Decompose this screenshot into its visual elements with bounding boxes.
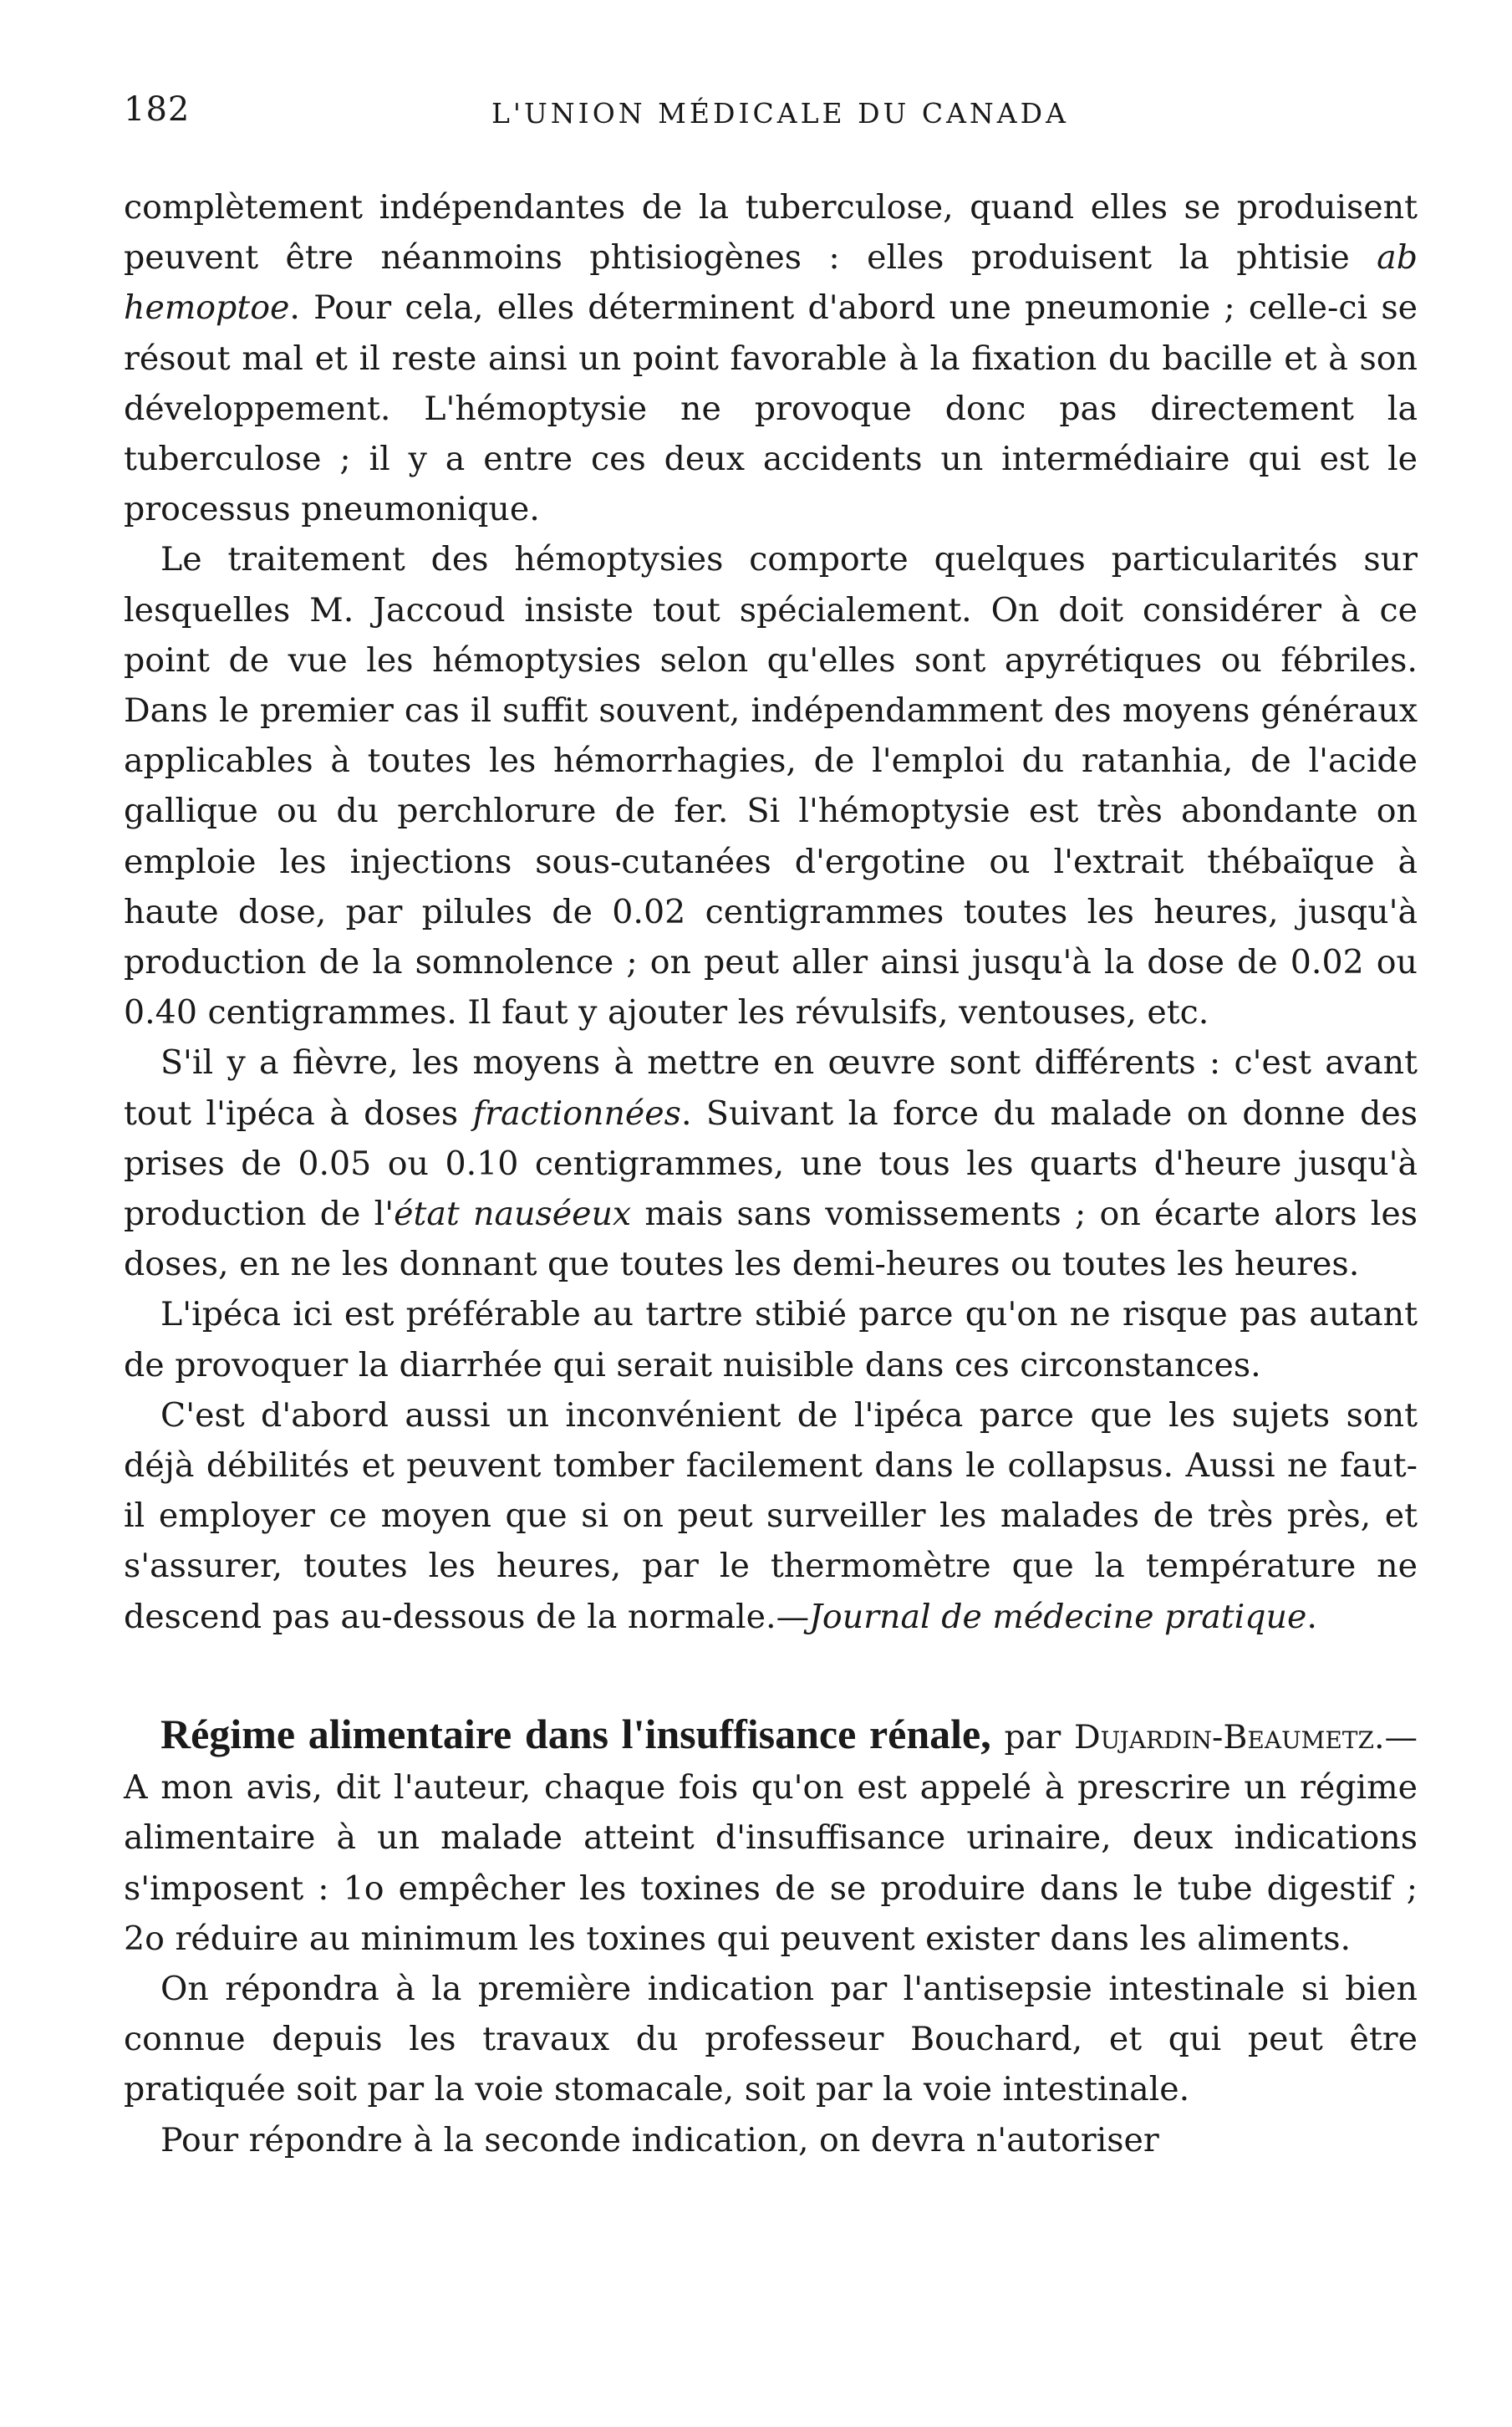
article-heading-paragraph xyxy=(124,1709,1418,1964)
paragraph-text: .—A mon avis, dit l'auteur, chaque fois qu'on est appelé à prescrire un régime alimentaire à un malade atteint d'insuffisance urinaire, deux indications s'imposent : 1o empêcher les toxines de se produire dans le tube digestif ; 2o réduire au minimum les toxines qui peuvent exister dans les aliments. xyxy=(124,1717,1418,1958)
paragraph-text: mais sans vomissements ; on écarte alors les doses, en ne les donnant que toutes les demi-heures ou toutes les heures. xyxy=(124,1195,1418,1284)
page-number: 182 xyxy=(124,90,191,129)
page-body xyxy=(124,182,1418,2165)
section-title: Régime alimentaire dans l'insuffisance rénale, xyxy=(160,1710,991,1757)
paragraph: Le traitement des hémoptysies comporte quelques particularités sur lesquelles M. Jaccoud insiste tout spécialement. On doit considérer à ce point de vue les hémoptysies selon qu'elles sont apyrétiques ou fébriles. Dans le premier cas il suffit souvent, indépendamment des moyens généraux applicables à toutes les hémorrhagies, de l'emploi du ratanhia, de l'acide gallique ou du perchlorure de fer. Si l'hémoptysie est très abondante on emploie les injections sous-cutanées d'ergotine ou l'extrait thébaïque à haute dose, par pilules de 0.02 centigrammes toutes les heures, jusqu'à production de la somnolence ; on peut aller ainsi jusqu'à la dose de 0.02 ou 0.40 centigrammes. Il faut y ajouter les révulsifs, ventouses, etc. xyxy=(124,540,1418,1032)
paragraph xyxy=(124,1038,1418,1289)
journal-title: L'UNION MÉDICALE DU CANADA xyxy=(491,97,1069,130)
paragraph: Pour répondre à la seconde indication, on devra n'autoriser xyxy=(160,2120,1159,2159)
paragraph-text: . Suivant la force du malade on donne des prises de 0.05 ou 0.10 centigrammes, une tous les quarts d'heure jusqu'à production de l' xyxy=(124,1094,1418,1234)
running-head xyxy=(124,90,1428,140)
paragraph-text: complètement indépendantes de la tuberculose, quand elles se produisent peuvent être néanmoins phtisiogènes : elles produisent la phtisie xyxy=(124,188,1418,278)
paragraph-text: . xyxy=(1306,1597,1317,1636)
italic-phrase: état nauséeux xyxy=(394,1195,632,1234)
paragraph: On répondra à la première indication par l'antisepsie intestinale si bien connue depuis les travaux du professeur Bouchard, et qui peut être pratiquée soit par la voie stomacale, soit par la voie intestinale. xyxy=(124,1969,1418,2109)
paragraph-text: C'est d'abord aussi un inconvénient de l'ipéca parce que les sujets sont déjà débilités et peuvent tomber facilement dans le collapsus. Aussi ne faut-il employer ce moyen que si on peut surveiller les malades de très près, et s'assurer, toutes les heures, par le thermomètre que la température ne descend pas au-dessous de la normale.— xyxy=(124,1395,1418,1636)
author-name: Dujardin-Beaumetz xyxy=(1074,1717,1374,1757)
italic-phrase: fractionnées xyxy=(472,1094,681,1133)
source-citation: Journal de médecine pratique xyxy=(809,1597,1307,1636)
paragraph xyxy=(124,182,1418,534)
paragraph-text: . Pour cela, elles déterminent d'abord une pneumonie ; celle-ci se résout mal et il reste ainsi un point favorable à la fixation du bacille et à son développement. L'hémoptysie ne provoque donc pas directement la tuberculose ; il y a entre ces deux accidents un intermédiaire qui est le processus pneumonique. xyxy=(124,288,1418,529)
paragraph: L'ipéca ici est préférable au tartre stibié parce qu'on ne risque pas autant de provoquer la diarrhée qui serait nuisible dans ces circonstances. xyxy=(124,1295,1418,1384)
paragraph xyxy=(124,1390,1418,1642)
italic-phrase: ab hemoptoe xyxy=(124,238,1418,328)
author-prefix: par xyxy=(990,1717,1074,1757)
paragraph-text: S'il y a fièvre, les moyens à mettre en œuvre sont différents : c'est avant tout l'ipéca à doses xyxy=(124,1043,1418,1133)
